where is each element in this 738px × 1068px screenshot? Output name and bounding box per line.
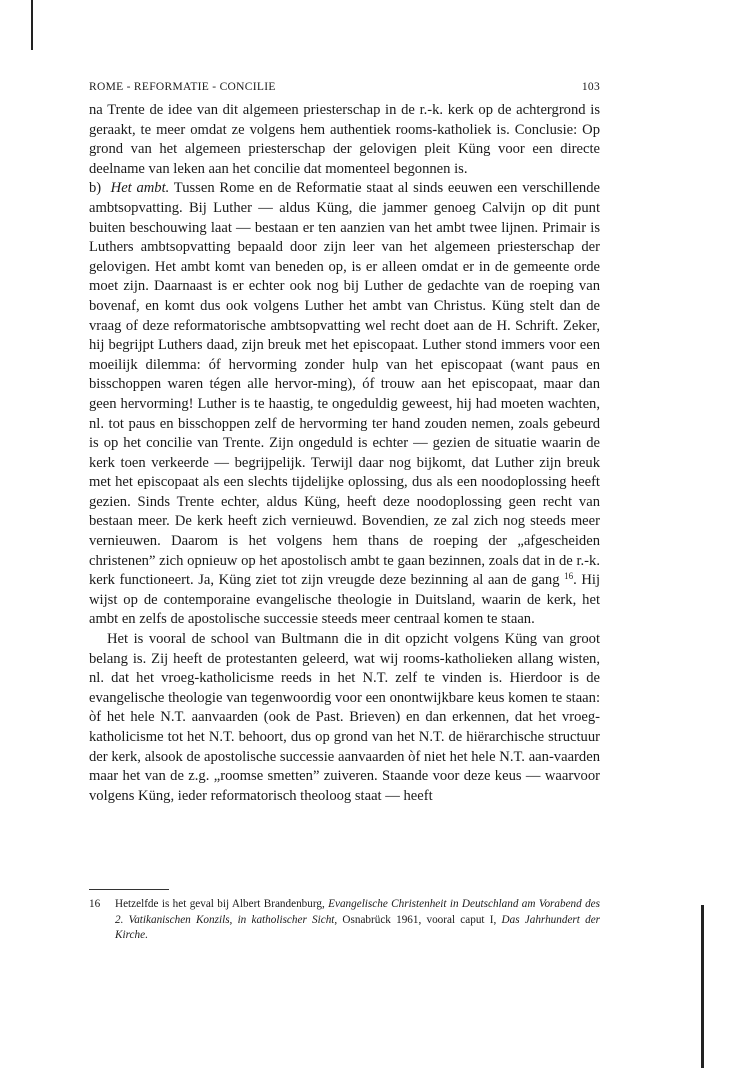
footnote-end: . [145, 929, 148, 941]
section-heading: Het ambt. [110, 180, 170, 197]
running-header [89, 81, 600, 93]
paragraph-3: Het is vooral de school van Bultmann die in dit opzicht volgens Küng van groot belang is. Zij heeft de protestanten geleerd, wat wij rooms-katholieken allang wisten, nl. dat het vroeg-katholicisme reeds in het N.T. zelf te vinden is. Hierdoor is de evangelische theologie van tegenwoordig voor een onontwijkbare keus komen te staan: òf het hele N.T. aanvaarden (ook de Past. Brieven) en dan erkennen, dat het vroeg-katholicisme tot het N.T. behoort, dus op grond van het N.T. de hiërarchische structuur der kerk, alsook de apostolische successie aanvaarden òf niet het hele N.T. aan-vaarden maar het van de z.g. „roomse smetten” zuiveren. Staande voor deze keus — waarvoor volgens Küng, ieder reformatorisch theoloog staat — heeft [89, 631, 600, 804]
scan-edge-right [701, 905, 704, 1068]
paragraph-1: na Trente de idee van dit algemeen priesterschap in de r.-k. kerk op de achtergrond is geraakt, te meer omdat ze volgens hem authentiek rooms-katholiek is. Conclusie: Op grond van het algemeen priesterschap der gelovigen pleit Küng voor een directe deelname van leken aan het concilie dat momenteel begonnen is. [89, 102, 600, 177]
page-number: 103 [581, 81, 600, 93]
footnote-reference[interactable]: 16 [564, 571, 574, 582]
footnote-lead: Hetzelfde is het geval bij Albert Brandenburg, [115, 898, 325, 910]
scan-edge-left [31, 0, 33, 50]
running-title: ROME - REFORMATIE - CONCILIE [89, 81, 276, 93]
footnote-title-2: Das Jahrhundert der Kirche [115, 913, 601, 941]
section-label: b) [89, 180, 102, 197]
footnote [89, 897, 600, 944]
paragraph-2-text-end: . Hij wijst op de contemporaine evangelische theologie in Duitsland, waarin de kerk, het ambt en zelfs de apostolische successie steeds meer centraal komen te staan. [89, 572, 600, 628]
footnote-mid: , Osnabrück 1961, vooral caput I, [334, 913, 497, 926]
main-text [89, 101, 600, 806]
footnote-number: 16 [89, 898, 101, 910]
paragraph-2 [89, 179, 600, 630]
footnote-text [115, 897, 600, 944]
footnote-title-1: Evangelische Christenheit in Deutschland am Vorabend des 2. Vatikanischen Konzils, in katholischer Sicht [115, 898, 601, 926]
paragraph-2-text: Tussen Rome en de Reformatie staat al sinds eeuwen een verschillende ambtsopvatting. Bij Luther — aldus Küng, die jammer genoeg Calvijn op dit punt buiten beschouwing laat — bestaan er ten aanzien van het ambt twee lijnen. Primair is Luthers ambtsopvatting bepaald door zijn leer van het algemeen priesterschap der gelovigen. Het ambt komt van beneden op, is er alleen omdat er in de gemeente orde moet zijn. Daarnaast is er echter ook nog bij Luther de gedachte van de roeping van bovenaf, en komt dus ook volgens Luther het ambt van Christus. Küng stelt dan de vraag of deze reformatorische ambtsopvatting wel recht doet aan de H. Schrift. Zeker, hij begrijpt Luthers daad, zijn breuk met het episcopaat. Luther stond immers voor een moeilijk dilemma: óf hervorming zonder hulp van het episcopaat (want paus en bisschoppen waren tégen alle hervor-ming), óf trouw aan het episcopaat, maar dan geen hervorming! Luther is te haastig, te ongeduldig geweest, hij had moeten wachten, nl. tot paus en bisschoppen zelf de hervorming ter hand zouden nemen, zoals gebeurd is op het concilie van Trente. Zijn ongeduld is echter — gezien de situatie waarin de kerk toen verkeerde — begrijpelijk. Terwijl daar nog bijkomt, dat Luther zijn breuk met het episcopaat als een slechts tijdelijke oplossing, dus als een noodoplossing heeft gezien. Sinds Trente echter, aldus Küng, heeft deze noodoplossing geen recht van bestaan meer. De kerk heeft zich vernieuwd. Bovendien, ze zal zich nog steeds meer vernieuwen. Daarom is het volgens hem thans de roeping der „afgescheiden christenen” zich opnieuw op het apostolisch ambt te gaan bezinnen, zoals dat in de r.-k. kerk functioneert. Ja, Küng ziet tot zijn vreugde deze bezinning al aan de gang [89, 180, 600, 589]
footnote-divider [89, 889, 169, 890]
